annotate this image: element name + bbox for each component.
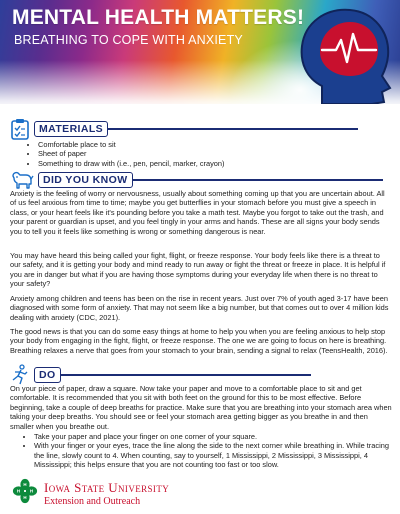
svg-text:H: H	[23, 495, 27, 501]
svg-text:H: H	[29, 488, 34, 494]
paragraph-do-intro: On your piece of paper, draw a square. Now take your paper and move to a comfortable place to sit and get comfortable. It is recommended that you sit with both feet on the ground for this to be most effective. Before beginning, take a couple of deep breaths for practice. Make sure that you are breathing into your stomach area when taking your deep breaths. You should see or feel your stomach area getting bigger as you breathe in and then smaller when you breathe out.	[10, 384, 392, 431]
materials-heading-label: MATERIALS	[34, 121, 108, 137]
clipboard-checklist-icon	[10, 118, 30, 140]
svg-text:H: H	[16, 488, 21, 494]
4h-clover-icon	[12, 478, 38, 504]
do-heading-label: DO	[34, 367, 61, 383]
paragraph-good-news: The good news is that you can do some easy things at home to help you when you are feeling anxious to help stop your body from engaging in the fight, flight, or freeze response. The one we are going to focus on here is breathing. Breathing relaxes a nerve that goes from your stomach to your brain, sending a signal to relax (TeensHealth, 2016).	[10, 327, 388, 355]
do-heading-rule	[61, 374, 311, 376]
dog-icon	[10, 170, 34, 190]
paragraph-anxiety-definition: Anxiety is the feeling of worry or nervousness, usually about something coming up that you are uncertain about. All of us feel anxious from time to time; maybe you get butterflies in your stomach before you must give a speech in class, or your heart feels like it's pounding before you take a math test. Maybe you forgot to take out the trash, and your parent or guardian is upset, and you feel tingly in your arms and hands. These are all signs your body sends you to tell you it feels like something is wrong or something dangerous is near.	[10, 189, 385, 236]
list-item: • Take your paper and place your finger on one corner of your square.	[34, 432, 392, 441]
svg-text:H: H	[23, 482, 27, 488]
header-banner	[0, 0, 400, 104]
did-you-know-heading-label: DID YOU KNOW	[38, 172, 133, 188]
page-subtitle: BREATHING TO COPE WITH ANXIETY	[14, 33, 243, 47]
materials-list	[30, 140, 225, 168]
paragraph-anxiety-statistics: Anxiety among children and teens has been on the rise in recent years. Just over 7% of youth aged 3-17 have been diagnosed with some form of anxiety. That may not seem like a big number, but that comes out to over 4 million kids dealing with anxiety (CDC, 2021).	[10, 294, 389, 322]
do-heading	[10, 364, 311, 386]
page-title: MENTAL HEALTH MATTERS!	[12, 6, 305, 29]
do-steps-list	[26, 432, 392, 470]
university-name: Iowa State University	[44, 480, 170, 495]
paragraph-fight-flight-freeze: You may have heard this being called your fight, flight, or freeze response. Your body feels like there is a threat to our safety, and it is getting your body and mind ready to run away or fight the threat or freeze in place. It is helpful if you are in danger but what if you are having those symptoms during your everyday life when there is no threat to your safety?	[10, 251, 386, 289]
list-item: • With your finger or your eyes, trace the line along the side to the next corner while breathing in. While tracing the line, slowly count to 4. When counting, say to yourself, 1 Mississippi, 2 Mississippi, 3 Mississippi, 4 Mississippi; this helps ensure that you are not counting too fast or too slow.	[34, 441, 392, 469]
head-profile-heartbeat-icon	[292, 4, 398, 104]
extension-outreach-label: Extension and Outreach	[44, 496, 141, 507]
materials-heading-rule	[108, 128, 358, 130]
materials-heading	[10, 118, 358, 140]
list-item: • Something to draw with (i.e., pen, pencil, marker, crayon)	[38, 159, 225, 168]
list-item: • Comfortable place to sit	[38, 140, 225, 149]
did-you-know-heading	[10, 170, 383, 190]
list-item: • Sheet of paper	[38, 149, 225, 158]
running-person-icon	[10, 364, 30, 386]
did-you-know-heading-rule	[133, 179, 383, 181]
